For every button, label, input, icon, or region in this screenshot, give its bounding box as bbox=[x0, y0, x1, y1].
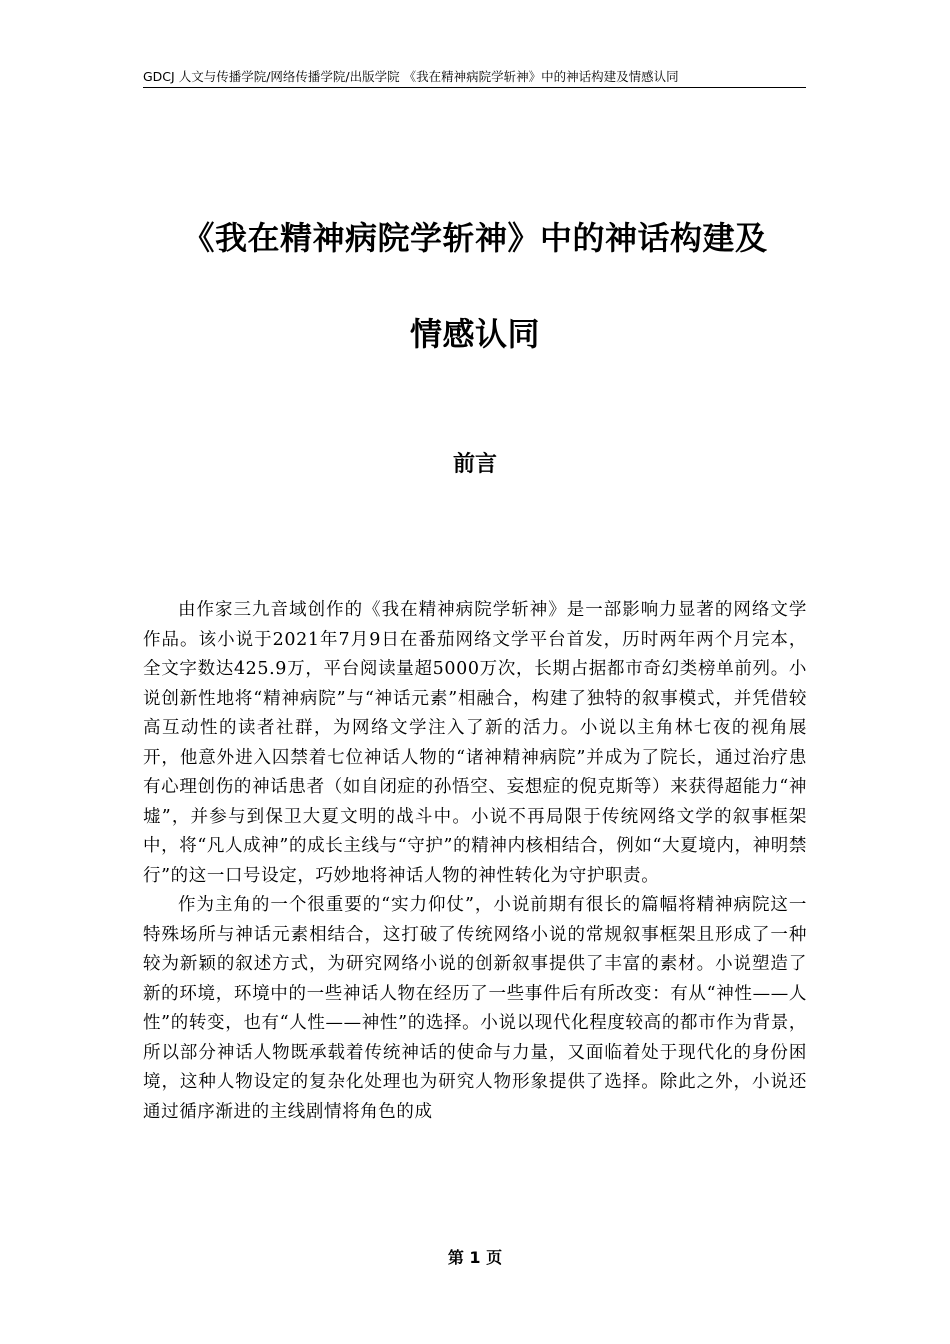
section-heading: 前言 bbox=[452, 452, 497, 477]
header-rule bbox=[143, 87, 806, 88]
page-number: 第 1 页 bbox=[447, 1248, 503, 1267]
title-line-1: 《我在精神病院学斩神》中的神话构建及 bbox=[182, 219, 768, 257]
body-text bbox=[143, 596, 807, 1127]
title-line-2: 情感认同 bbox=[409, 315, 540, 353]
paragraph-2: 作为主角的一个很重要的“实力仰仗”，小说前期有很长的篇幅将精神病院这一特殊场所与神话元素相结合，这打破了传统网络小说的常规叙事框架且形成了一种较为新颖的叙述方式，为研究网络小说的创新叙事提供了丰富的素材。小说塑造了新的环境，环境中的一些神话人物在经历了一些事件后有所改变：有从“神性——人性”的转变，也有“人性——神性”的选择。小说以现代化程度较高的都市作为背景，所以部分神话人物既承载着传统神话的使命与力量，又面临着处于现代化的身份困境，这种人物设定的复杂化处理也为研究人物形象提供了选择。除此之外，小说还通过循序渐进的主线剧情将角色的成 bbox=[143, 895, 807, 1122]
running-header: GDCJ 人文与传播学院/网络传播学院/出版学院 《我在精神病院学斩神》中的神话构建及情感认同 bbox=[143, 69, 679, 84]
paragraph-1: 由作家三九音域创作的《我在精神病院学斩神》是一部影响力显著的网络文学作品。该小说于2021年7月9日在番茄网络文学平台首发，历时两年两个月完本，全文字数达425.9万，平台阅读量超5000万次，长期占据都市奇幻类榜单前列。小说创新性地将“精神病院”与“神话元素”相融合，构建了独特的叙事模式，并凭借较高互动性的读者社群，为网络文学注入了新的活力。小说以主角林七夜的视角展开，他意外进入囚禁着七位神话人物的“诸神精神病院”并成为了院长，通过治疗患有心理创伤的神话患者（如自闭症的孙悟空、妄想症的倪克斯等）来获得超能力“神墟”，并参与到保卫大夏文明的战斗中。小说不再局限于传统网络文学的叙事框架中，将“凡人成神”的成长主线与“守护”的精神内核相结合，例如“大夏境内，神明禁行”的这一口号设定，巧妙地将神话人物的神性转化为守护职责。 bbox=[143, 600, 807, 886]
document-title bbox=[100, 190, 850, 382]
